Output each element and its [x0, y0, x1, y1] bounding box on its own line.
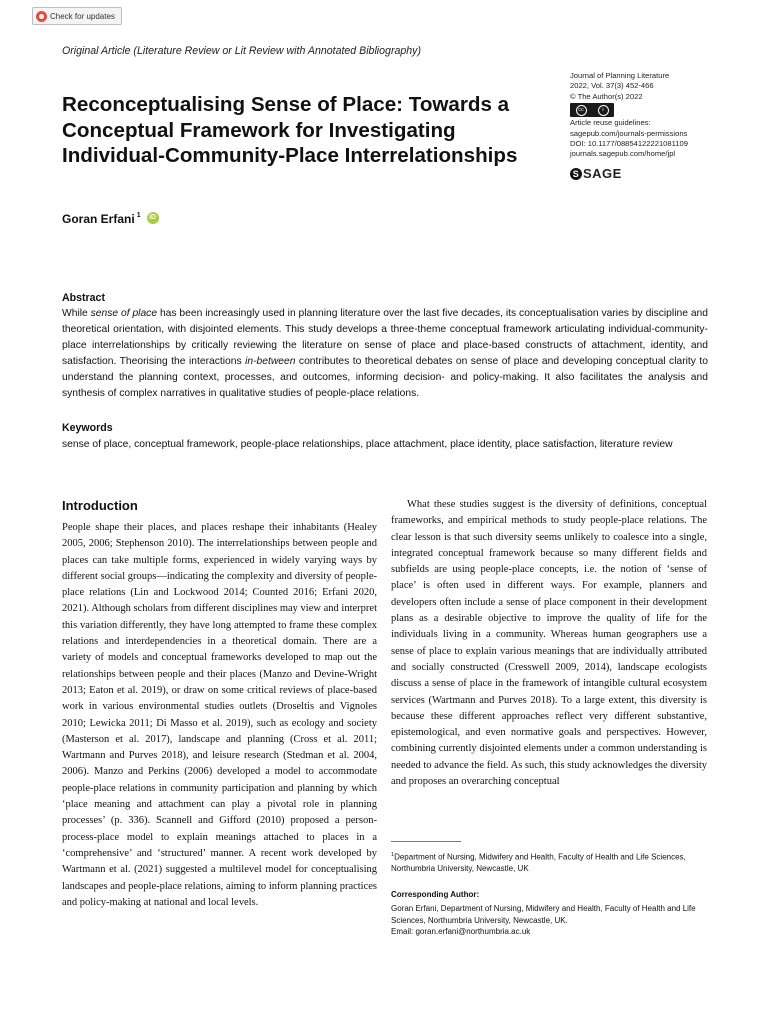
affiliation-footnote: $^1$Department of Nursing, Midwifery and Health, Faculty of Health and Life Sciences, Northumbria University, Newcastle, UK	[391, 852, 686, 874]
abstract-heading: Abstract	[62, 292, 105, 304]
abstract-text: While sense of place has been increasingly used in planning literature over the last five decades, its conceptualisation varies by discipline and theoretical orientation, with disjointed elements. This study develops a three-theme conceptual framework articulating individual-community-place interrelationships by critically reviewing the literature on sense of place and place-based constructs of attachment, identity, and satisfaction. Theorising the interactions in-between contributes to theoretical debates on sense of place and developing conceptual clarity to understand the planning context, processes, and outcomes, informing decision- and policy-making. It also facilitates the analysis and synthesis of complex narratives in qualitative studies of people-place relations.	[62, 308, 708, 399]
journal-info	[570, 71, 750, 180]
check-for-updates-badge[interactable]	[32, 7, 122, 25]
corresponding-author-details	[391, 903, 711, 938]
journal-volume: 2022, Vol. 37(3) 452-466	[570, 81, 654, 91]
introduction-left-column: People shape their places, and places reshape their inhabitants (Healey 2005, 2006; Stephenson 2010). The interrelationships between people and places can take multiple forms, experienced in widely varying ways by different social groups—indicating the complexity and diversity of people-place relations (Lin and Lockwood 2014; Counted 2016; Erfani 2020, 2021). Although scholars from different disciplines may view and interpret this variation differently, they have long attempted to frame these complex relations and interdependencies in a theoretical domain. There are a variety of models and conceptual frameworks developed to map out the relationships between people and their places (Manzo and Devine-Wright 2013; Eaton et al. 2019), or draw on some critical reviews of place-based work in various environmental studies outlets (Droseltis and Vignoles 2010; Lewicka 2011; Di Masso et al. 2019), such as ecology and society (Masterson et al. 2017), landscape and planning (Cross et al. 2011; Wartmann and Purves 2018), and leisure research (Stedman et al. 2004, 2006). Manzo and Perkins (2006) developed a model to accommodate people-place relations in community participation and planning by which ‘place meaning and attachment can play a pivotal role in planning processes’ (p. 336). Scannell and Gifford (2010) proposed a person-process-place model to explain meanings attached to places in a ‘comprehensive’ and ‘structured’ manner. A recent work developed by Wartmann et al. (2021) suggested a multilevel model for conceptualising landscapes and people-place relations, aiming to inform planning practices and policy-making at national and local levels.	[62, 522, 377, 908]
keywords-text: sense of place, conceptual framework, people-place relationships, place attachment, place identity, place satisfaction, literature review	[62, 439, 673, 450]
journal-name: Journal of Planning Literature	[570, 71, 670, 80]
corresponding-author-heading: Corresponding Author:	[391, 890, 480, 899]
author-name[interactable]: Goran Erfani	[62, 212, 135, 226]
sage-logo: S SAGE	[570, 168, 750, 180]
check-for-updates-icon	[36, 11, 47, 22]
journal-copyright: © The Author(s) 2022	[570, 91, 643, 101]
doi[interactable]: DOI: 10.1177/08854122221081109	[570, 139, 688, 149]
creative-commons-icon: cc i	[570, 103, 614, 117]
article-title: Reconceptualising Sense of Place: Towards a Conceptual Framework for Investigating Individual-Community-Place Interrelationships	[62, 93, 518, 167]
corresponding-author-email[interactable]: Email: goran.erfani@northumbria.ac.uk	[391, 927, 531, 937]
author-affiliation-mark: 1	[136, 212, 141, 219]
corresponding-author-address: Goran Erfani, Department of Nursing, Midwifery and Health, Faculty of Health and Life Sciences, Northumbria University, Newcastle, UK.	[391, 904, 696, 925]
article-type: Original Article (Literature Review or Lit Review with Annotated Bibliography)	[62, 45, 421, 57]
orcid-icon[interactable]: iD	[147, 212, 159, 224]
introduction-right-column: What these studies suggest is the diversity of definitions, conceptual frameworks, and empirical methods to study people-place relations. The clear lesson is that such diversity seems unlikely to coalesce into a single, integrated conceptual framework because so many different fields and subfields are using people-place concepts, i.e. the notion of ‘sense of place’ is often used in different ways. For example, planners and developers often include a sense of place component in their development plans as a desirable objective to improve the quality of life for the individuals living in a community. Whereas human geographers use a sense of place to explain various meanings that are individually attributed and socially constructed (Cresswell 2009, 2014), landscape ecologists discuss a sense of place in the framework of intangible cultural ecosystem services (Wartmann and Purves 2018). To a large extent, this diversity is because these different approaches reflect very different substantive, epistemological, and even normative goals and perspectives. However, combining currently disjointed elements under a common understanding is needed to advance the field. As such, this study acknowledges the diversity and proposes an overarching conceptual	[391, 499, 707, 788]
sage-icon: S	[570, 168, 582, 180]
footnote-divider	[391, 841, 461, 842]
reuse-guidelines-label: Article reuse guidelines:	[570, 118, 651, 128]
keywords-heading: Keywords	[62, 422, 113, 434]
reuse-guidelines-link[interactable]: sagepub.com/journals-permissions	[570, 128, 688, 138]
author	[62, 212, 159, 226]
journal-url[interactable]: journals.sagepub.com/home/jpl	[570, 149, 676, 159]
introduction-heading: Introduction	[62, 498, 138, 513]
check-for-updates-label: Check for updates	[50, 11, 115, 21]
